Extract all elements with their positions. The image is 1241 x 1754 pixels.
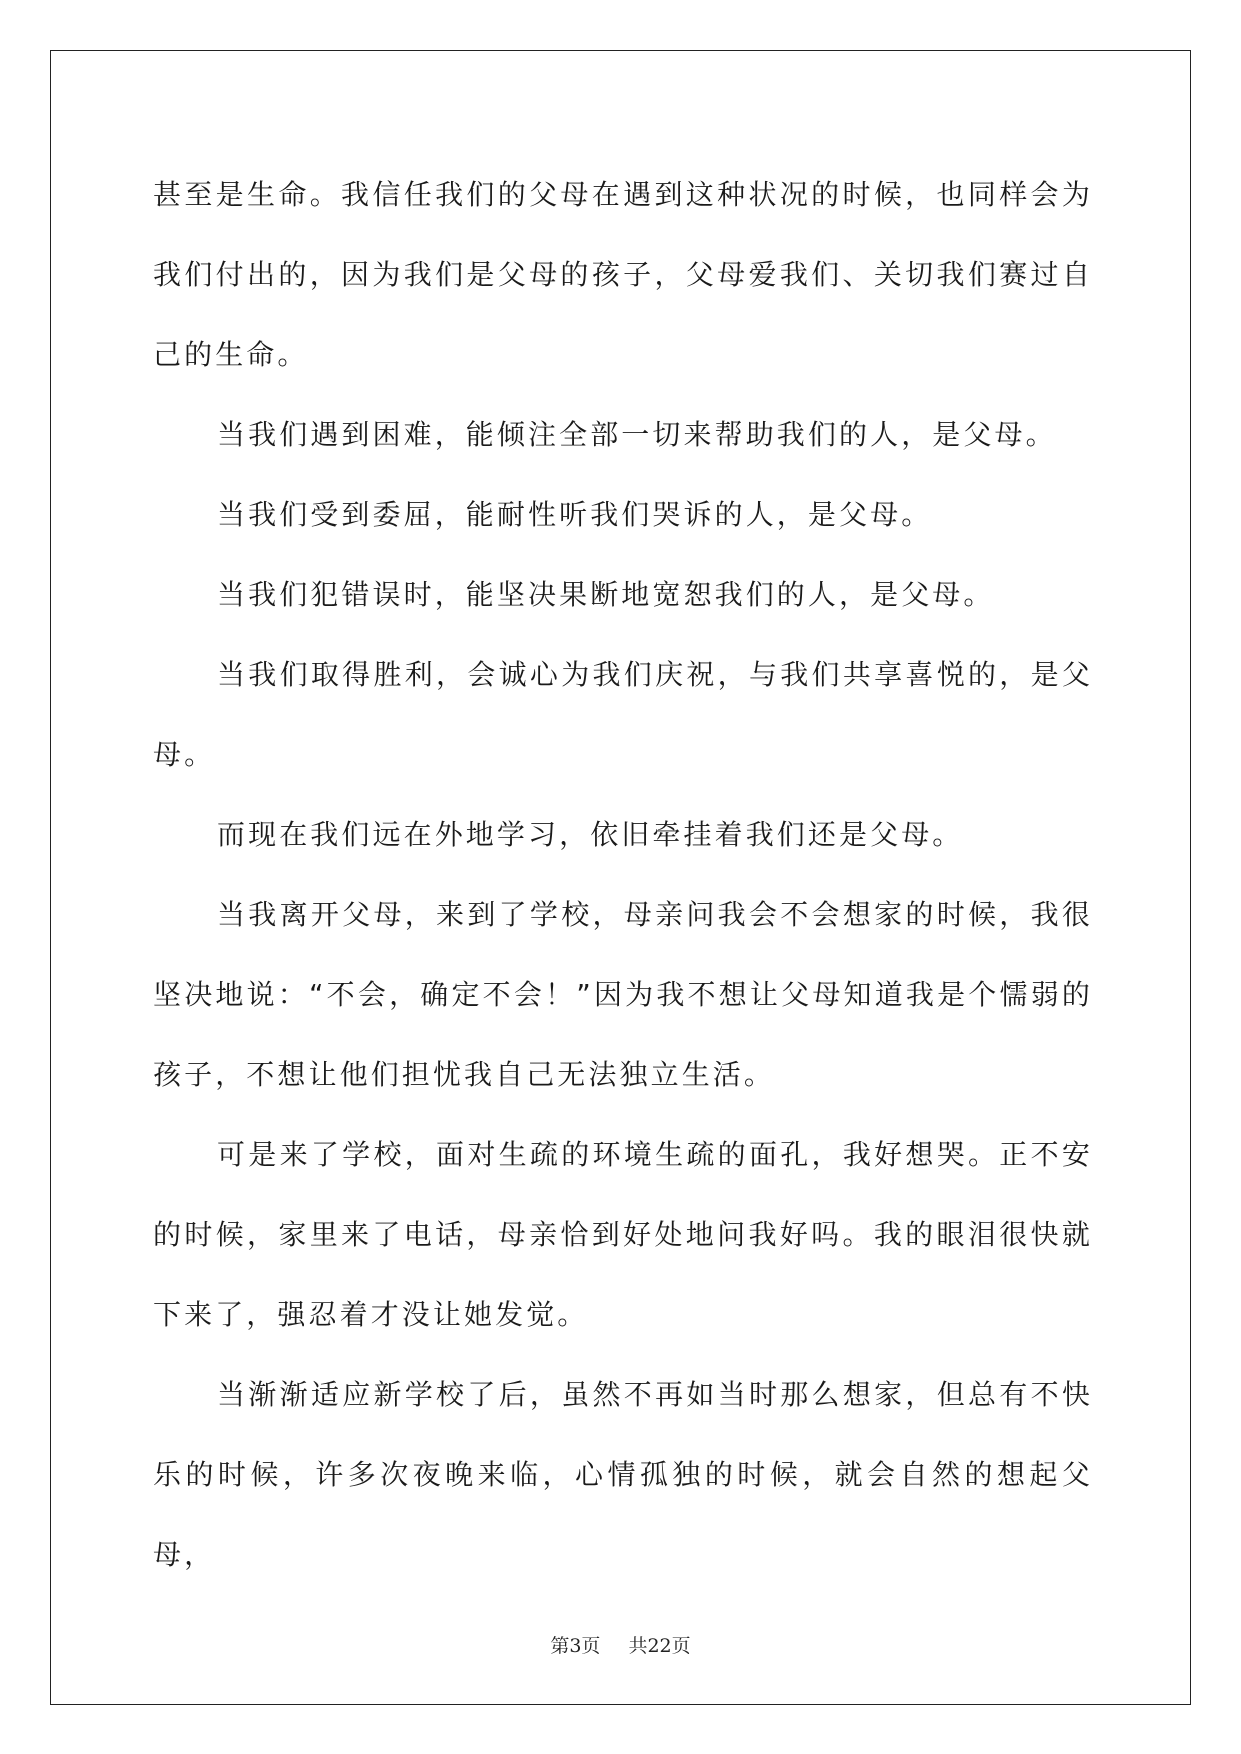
paragraph-5: 当我们取得胜利，会诚心为我们庆祝，与我们共享喜悦的，是父母。 (153, 658, 1093, 771)
paragraph-9: 当渐渐适应新学校了后，虽然不再如当时那么想家，但总有不快乐的时候，许多次夜晚来临，心情孤独的时候，就会自然的想起父母， (153, 1378, 1093, 1571)
document-body (153, 155, 1093, 1595)
paragraph-8: 可是来了学校，面对生疏的环境生疏的面孔，我好想哭。正不安的时候，家里来了电话，母亲恰到好处地问我好吗。我的眼泪很快就下来了，强忍着才没让她发觉。 (153, 1138, 1093, 1331)
paragraph-2: 当我们遇到困难，能倾注全部一切来帮助我们的人，是父母。 (217, 418, 1057, 451)
page-total: 共22页 (628, 1635, 691, 1657)
paragraph-3: 当我们受到委屈，能耐性听我们哭诉的人，是父母。 (217, 498, 933, 531)
paragraph-7: 当我离开父母，来到了学校，母亲问我会不会想家的时候，我很坚决地说：“不会，确定不会！”因为我不想让父母知道我是个懦弱的孩子，不想让他们担忧我自己无法独立生活。 (153, 898, 1093, 1091)
paragraph-1: 甚至是生命。我信任我们的父母在遇到这种状况的时候，也同样会为我们付出的，因为我们是父母的孩子，父母爱我们、关切我们赛过自己的生命。 (153, 178, 1093, 371)
page-footer (0, 1631, 1241, 1658)
paragraph-6: 而现在我们远在外地学习，依旧牵挂着我们还是父母。 (217, 818, 964, 851)
page-number: 第3页 (550, 1635, 601, 1657)
paragraph-4: 当我们犯错误时，能坚决果断地宽恕我们的人，是父母。 (217, 578, 995, 611)
